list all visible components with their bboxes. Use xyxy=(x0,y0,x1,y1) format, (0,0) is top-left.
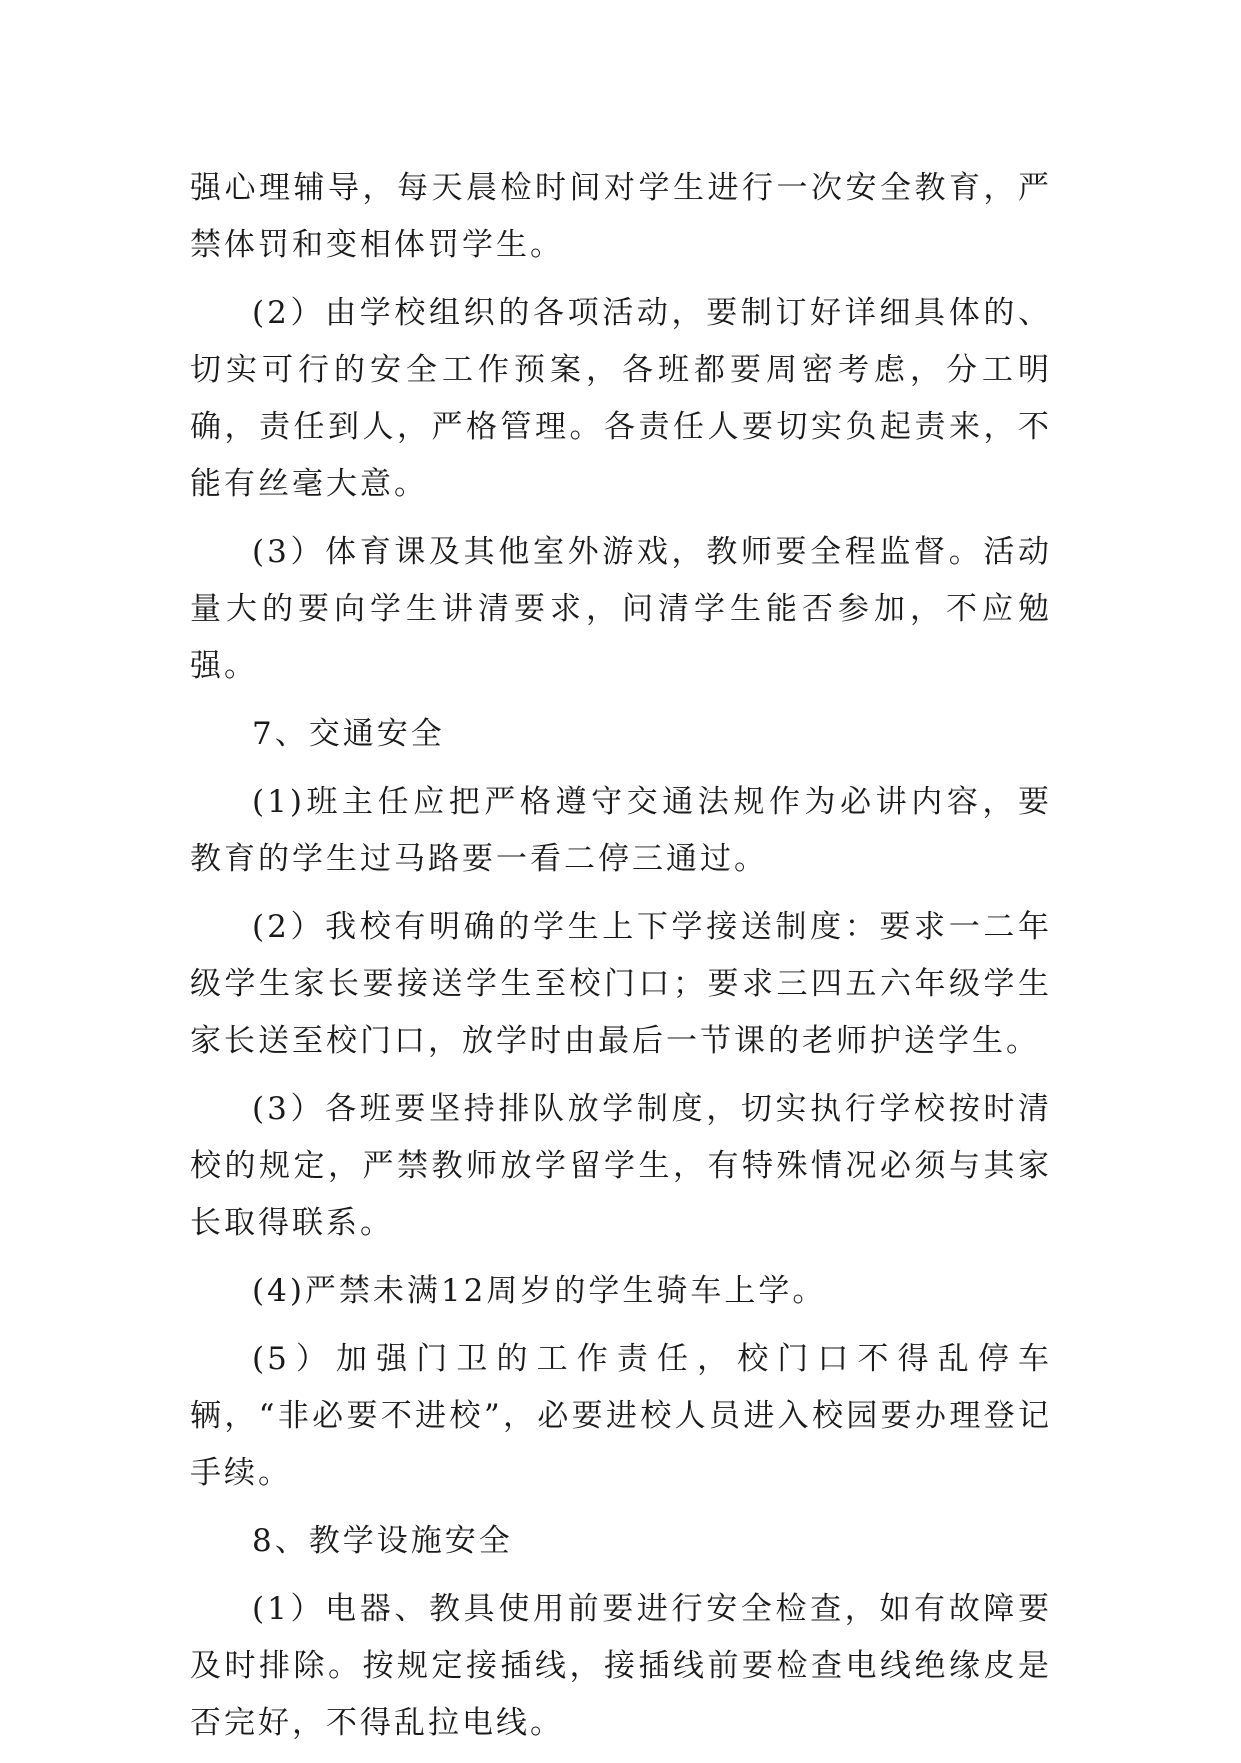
paragraph-traffic-4: (4)严禁未满12周岁的学生骑车上学。 xyxy=(252,1273,827,1309)
section-heading-facility-safety: 8、教学设施安全 xyxy=(252,1523,513,1559)
document-body xyxy=(190,160,1052,1763)
paragraph-item-2: (2）由学校组织的各项活动，要制订好详细具体的、切实可行的安全工作预案，各班都要周密考虑，分工明确，责任到人，严格管理。各责任人要切实负起责来，不能有丝毫大意。 xyxy=(190,295,1052,502)
paragraph-traffic-5: (5）加强门卫的工作责任，校门口不得乱停车辆，“非必要不进校”，必要进校人员进入校园要办理登记手续。 xyxy=(190,1341,1052,1491)
paragraph-item-3: (3）体育课及其他室外游戏，教师要全程监督。活动量大的要向学生讲清要求，问清学生能否参加，不应勉强。 xyxy=(190,534,1052,684)
paragraph-continued: 强心理辅导，每天晨检时间对学生进行一次安全教育，严禁体罚和变相体罚学生。 xyxy=(190,170,1052,263)
paragraph-facility-1: (1）电器、教具使用前要进行安全检查，如有故障要及时排除。按规定接插线，接插线前要检查电线绝缘皮是否完好，不得乱拉电线。 xyxy=(190,1591,1052,1741)
paragraph-traffic-2: (2）我校有明确的学生上下学接送制度：要求一二年级学生家长要接送学生至校门口；要求三四五六年级学生家长送至校门口，放学时由最后一节课的老师护送学生。 xyxy=(190,909,1052,1059)
paragraph-traffic-1: (1)班主任应把严格遵守交通法规作为必讲内容，要教育的学生过马路要一看二停三通过。 xyxy=(190,784,1052,877)
section-heading-traffic-safety: 7、交通安全 xyxy=(252,716,445,752)
paragraph-traffic-3: (3）各班要坚持排队放学制度，切实执行学校按时清校的规定，严禁教师放学留学生，有特殊情况必须与其家长取得联系。 xyxy=(190,1091,1052,1241)
